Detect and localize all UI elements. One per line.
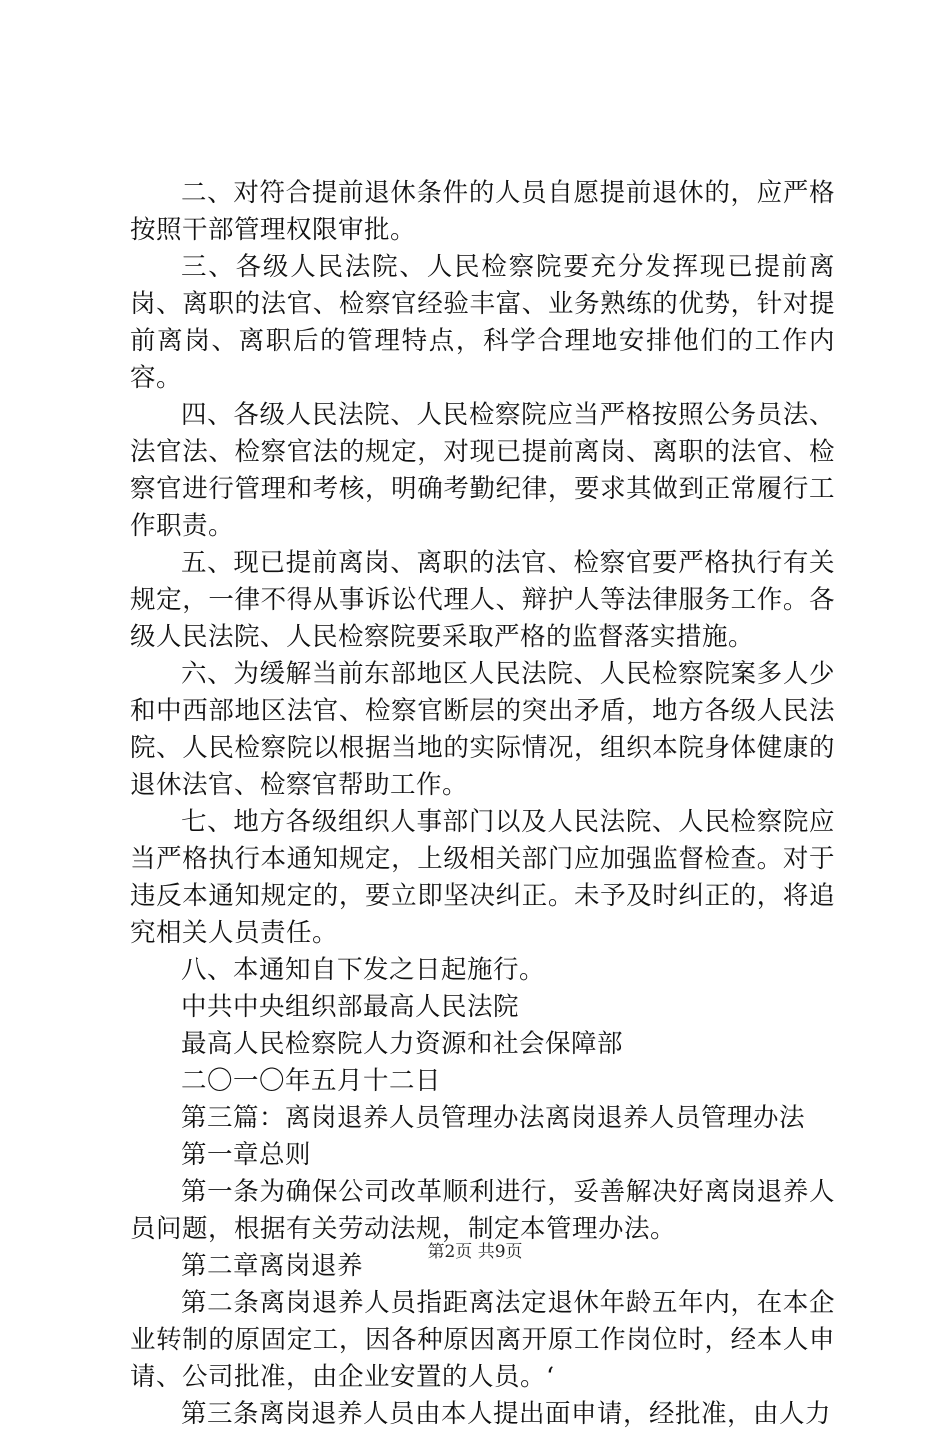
chapter-heading: 第一章总则: [181, 1140, 312, 1170]
paragraph: 七、地方各级组织人事部门以及人民法院、人民检察院应当严格执行本通知规定，上级相关部门应加强监督检查。对于违反本通知规定的，要立即坚决纠正。未予及时纠正的，将追究相关人员责任。: [130, 807, 835, 948]
paragraph: 第三条离岗退养人员由本人提出面申请，经批准，由人力: [181, 1399, 832, 1429]
paragraph: 五、现已提前离岗、离职的法官、检察官要严格执行有关规定，一律不得从事诉讼代理人、辩护人等法律服务工作。各级人民法院、人民检察院要采取严格的监督落实措施。: [130, 548, 835, 652]
chapter-heading: 第二章离岗退养: [181, 1251, 364, 1281]
paragraph: 三、各级人民法院、人民检察院要充分发挥现已提前离岗、离职的法官、检察官经验丰富、业务熟练的优势，针对提前离岗、离职后的管理特点，科学合理地安排他们的工作内容。: [130, 252, 835, 393]
paragraph: 八、本通知自下发之日起施行。: [181, 955, 546, 985]
signatory-line: 最高人民检察院人力资源和社会保障部: [181, 1029, 624, 1059]
signatory-line: 中共中央组织部最高人民法院: [181, 992, 520, 1022]
section-heading: 第三篇：离岗退养人员管理办法离岗退养人员管理办法: [181, 1103, 806, 1133]
paragraph: 四、各级人民法院、人民检察院应当严格按照公务员法、法官法、检察官法的规定，对现已提前离岗、离职的法官、检察官进行管理和考核，明确考勤纪律，要求其做到正常履行工作职责。: [130, 400, 835, 541]
paragraph: 第二条离岗退养人员指距离法定退休年龄五年内，在本企业转制的原固定工，因各种原因离开原工作岗位时，经本人申请、公司批准，由企业安置的人员。‘: [130, 1288, 835, 1392]
date-line: 二〇一〇年五月十二日: [181, 1066, 442, 1096]
paragraph: 二、对符合提前退休条件的人员自愿提前退休的，应严格按照干部管理权限审批。: [130, 178, 835, 245]
page-number-footer: 第2页 共9页: [427, 1242, 523, 1262]
paragraph: 第一条为确保公司改革顺利进行，妥善解决好离岗退养人员问题，根据有关劳动法规，制定本管理办法。: [130, 1177, 835, 1244]
paragraph: 六、为缓解当前东部地区人民法院、人民检察院案多人少和中西部地区法官、检察官断层的突出矛盾，地方各级人民法院、人民检察院以根据当地的实际情况，组织本院身体健康的退休法官、检察官帮助工作。: [130, 659, 835, 800]
